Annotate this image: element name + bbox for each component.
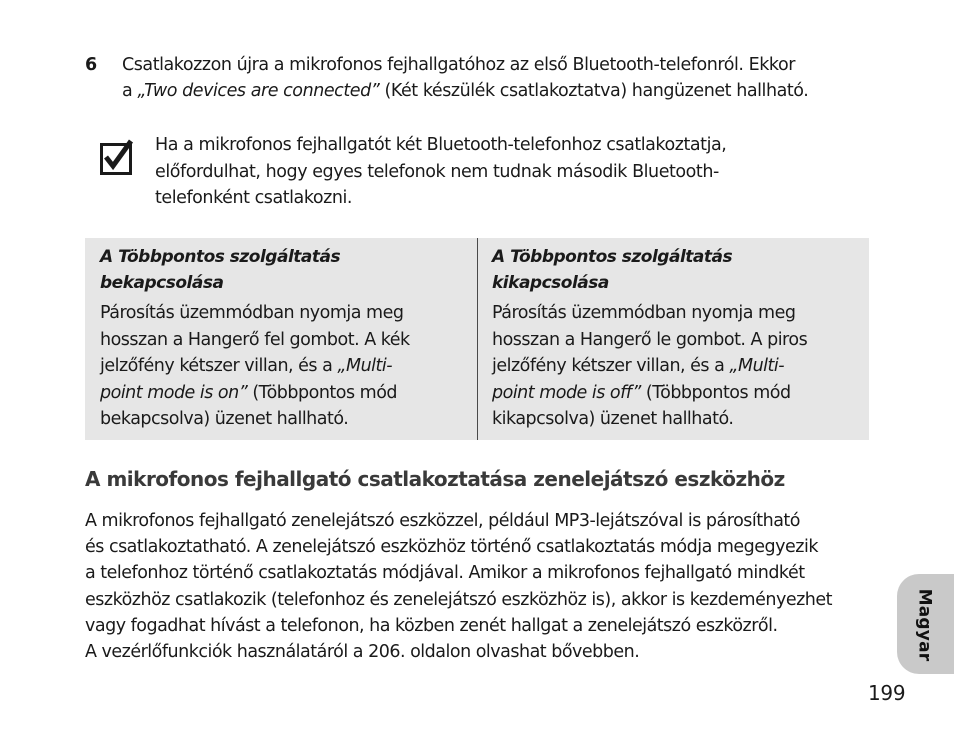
column-line (100, 353, 410, 380)
column-line (492, 380, 807, 407)
section-title: A mikrofonos fejhallgató csatlakoztatása zenelejátszó eszközhöz (85, 467, 785, 491)
column-heading-line: A Többpontos szolgáltatás (492, 247, 733, 267)
column-line: Párosítás üzemmódban nyomja meg (100, 303, 404, 323)
paragraph-line: a telefonhoz történő csatlakoztatás módjával. Amikor a mikrofonos fejhallgató mindkét (85, 563, 805, 584)
column-heading (100, 244, 340, 296)
column-line-prefix: jelzőfény kétszer villan, és a (100, 356, 338, 376)
paragraph-line: eszközhöz csatlakozik (telefonhoz és zenelejátszó eszközhöz is), akkor is kezdeményezhet (85, 589, 832, 610)
column-heading-line: kikapcsolása (492, 273, 609, 293)
column-heading (492, 244, 732, 296)
column-body (492, 300, 807, 433)
column-heading-line: A Többpontos szolgáltatás (100, 247, 341, 267)
column-heading-line: bekapcsolása (100, 273, 224, 293)
note-line: Ha a mikrofonos fejhallgatót két Bluetooth-telefonhoz csatlakoztatja, (155, 135, 727, 155)
note-text (155, 132, 855, 212)
step-number: 6 (85, 55, 97, 75)
multipoint-on-column (85, 238, 477, 440)
section-paragraph (85, 508, 885, 665)
column-quote: point mode is off” (492, 382, 641, 403)
page-number: 199 (868, 681, 906, 705)
column-line: hosszan a Hangerő le gombot. A piros (492, 329, 808, 350)
language-tab-label-wrap (911, 587, 937, 663)
step-line-suffix: (Két készülék csatlakoztatva) hangüzenet hallható. (379, 81, 809, 101)
paragraph-line: A mikrofonos fejhallgató zenelejátszó eszközzel, például MP3-lejátszóval is párosítható (85, 511, 800, 531)
column-body (100, 300, 410, 433)
step-text (122, 52, 882, 104)
step-line-prefix: a (122, 81, 138, 101)
step-line: Csatlakozzon újra a mikrofonos fejhallgatóhoz az első Bluetooth-telefonról. Ekkor (122, 55, 795, 75)
note-line: előfordulhat, hogy egyes telefonok nem tudnak második Bluetooth- (155, 161, 719, 182)
paragraph-line: vagy fogadhat hívást a telefonon, ha közben zenét hallgat a zenelejátszó eszközről. (85, 615, 778, 636)
step-quote: „Two devices are connected” (137, 81, 380, 101)
column-line: bekapcsolva) üzenet hallható. (100, 409, 349, 429)
multipoint-table (85, 238, 869, 440)
column-line (100, 380, 410, 407)
column-quote: point mode is on” (100, 382, 248, 403)
column-line: Párosítás üzemmódban nyomja meg (492, 303, 796, 323)
column-quote: „Multi- (337, 356, 393, 376)
language-tab (897, 574, 954, 674)
language-tab-label: Magyar (914, 588, 935, 662)
note-line: telefonként csatlakozni. (155, 188, 353, 208)
step-line (122, 78, 882, 104)
paragraph-line: A vezérlőfunkciók használatáról a 206. oldalon olvashat bővebben. (85, 642, 640, 663)
column-line (492, 353, 807, 380)
column-line: hosszan a Hangerő fel gombot. A kék (100, 329, 410, 350)
column-line-suffix: (Többpontos mód (640, 382, 791, 403)
checkmark-box-icon (100, 138, 136, 176)
paragraph-line: és csatlakoztatható. A zenelejátszó eszközhöz történő csatlakoztatás módja megegyezik (85, 537, 818, 558)
column-line: kikapcsolva) üzenet hallható. (492, 409, 734, 429)
column-quote: „Multi- (729, 356, 785, 376)
multipoint-off-column (477, 238, 869, 440)
column-line-suffix: (Többpontos mód (247, 382, 398, 403)
column-line-prefix: jelzőfény kétszer villan, és a (492, 356, 730, 376)
